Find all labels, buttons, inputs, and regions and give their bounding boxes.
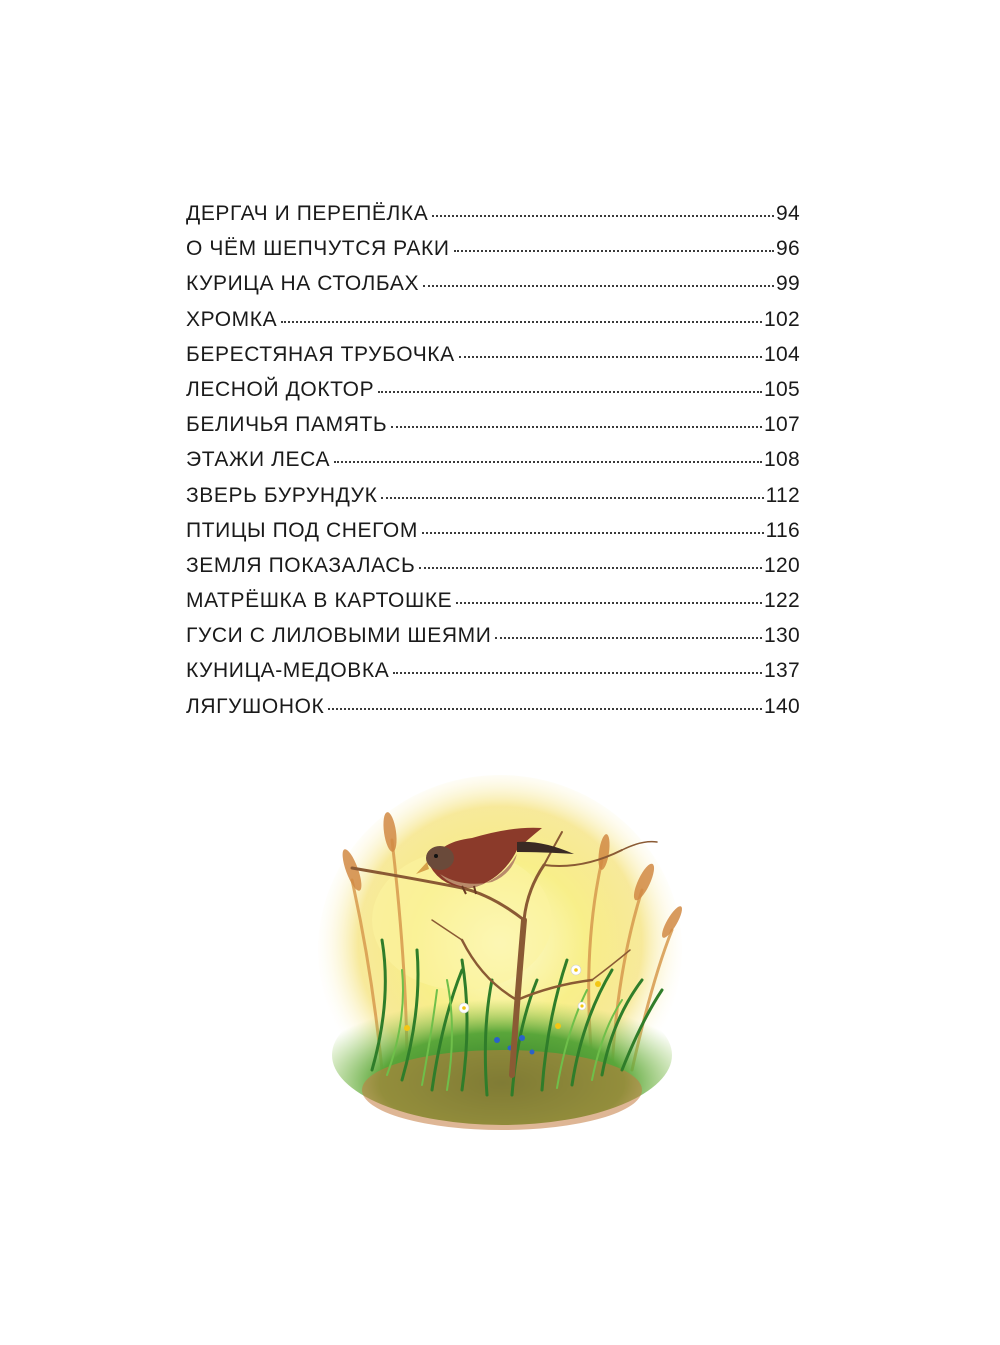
toc-entry[interactable] (186, 624, 800, 659)
toc-entry-title: ДЕРГАЧ И ПЕРЕПЁЛКА (186, 202, 429, 225)
toc-entry[interactable] (186, 484, 800, 519)
toc-entry-title: БЕРЕСТЯНАЯ ТРУБОЧКА (186, 342, 455, 366)
toc-entry-title: ПТИЦЫ ПОД СНЕГОМ (186, 518, 418, 542)
toc-dot-leader (281, 320, 762, 323)
toc-dot-leader (328, 707, 762, 710)
toc-entry-page: 108 (764, 448, 800, 472)
toc-entry-page: 105 (764, 377, 800, 401)
toc-entry[interactable] (186, 448, 800, 483)
toc-entry-title: ЛЕСНОЙ ДОКТОР (186, 377, 375, 401)
toc-entry-page: 130 (764, 624, 800, 648)
bird-on-branch-icon (312, 770, 688, 1140)
toc-entry[interactable] (186, 519, 800, 554)
toc-entry[interactable] (186, 554, 800, 589)
toc-entry-page: 122 (764, 589, 800, 613)
table-of-contents (186, 202, 800, 730)
toc-dot-leader (495, 636, 762, 639)
toc-entry-page: 116 (765, 518, 800, 542)
toc-entry[interactable] (186, 343, 800, 378)
toc-dot-leader (334, 460, 762, 463)
toc-dot-leader (393, 671, 762, 674)
toc-entry-page: 137 (764, 659, 800, 683)
toc-dot-leader (391, 425, 762, 428)
toc-entry[interactable] (186, 589, 800, 624)
toc-entry-page: 140 (764, 694, 800, 718)
toc-entry-title: О ЧЁМ ШЕПЧУТСЯ РАКИ (186, 237, 450, 261)
toc-dot-leader (432, 214, 774, 217)
toc-entry-page: 120 (764, 553, 800, 577)
toc-entry[interactable] (186, 202, 800, 237)
toc-dot-leader (422, 531, 764, 534)
toc-entry[interactable] (186, 237, 800, 272)
toc-entry-title: МАТРЁШКА В КАРТОШКЕ (186, 589, 453, 613)
toc-entry-page: 94 (776, 202, 800, 225)
toc-dot-leader (378, 390, 762, 393)
toc-entry[interactable] (186, 695, 800, 730)
toc-dot-leader (454, 249, 775, 252)
toc-entry-title: КУРИЦА НА СТОЛБАХ (186, 272, 420, 296)
toc-entry-title: БЕЛИЧЬЯ ПАМЯТЬ (186, 413, 388, 437)
toc-entry[interactable] (186, 378, 800, 413)
toc-entry-page: 112 (765, 483, 800, 507)
toc-entry-title: ГУСИ С ЛИЛОВЫМИ ШЕЯМИ (186, 624, 492, 648)
toc-entry[interactable] (186, 413, 800, 448)
toc-entry[interactable] (186, 308, 800, 343)
toc-entry[interactable] (186, 272, 800, 307)
toc-dot-leader (381, 496, 763, 499)
toc-entry-title: ЭТАЖИ ЛЕСА (186, 448, 331, 472)
toc-entry-page: 102 (764, 307, 800, 331)
toc-dot-leader (456, 601, 762, 604)
toc-entry-page: 96 (776, 237, 800, 261)
toc-entry-page: 104 (764, 342, 800, 366)
toc-dot-leader (419, 566, 762, 569)
toc-entry-title: ЗВЕРЬ БУРУНДУК (186, 483, 378, 507)
toc-entry-title: ХРОМКА (186, 307, 278, 331)
toc-entry-title: КУНИЦА-МЕДОВКА (186, 659, 390, 683)
toc-entry-page: 99 (776, 272, 800, 296)
toc-dot-leader (459, 355, 762, 358)
toc-entry-title: ЗЕМЛЯ ПОКАЗАЛАСЬ (186, 553, 416, 577)
bird-on-branch-illustration (312, 770, 688, 1140)
toc-entry-title: ЛЯГУШОНОК (186, 694, 325, 718)
toc-entry-page: 107 (764, 413, 800, 437)
toc-entry[interactable] (186, 659, 800, 694)
toc-dot-leader (423, 284, 774, 287)
